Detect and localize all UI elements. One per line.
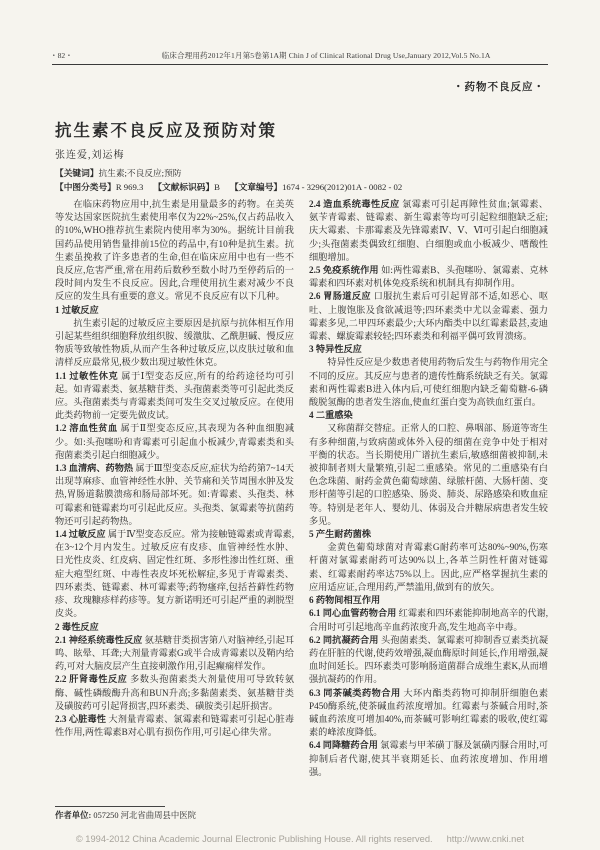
- paragraph: 抗生素引起的过敏反应主要原因是抗原与抗体相互作用引起某些组织细胞释放组织胺、缓激肽、乙酰胆碱、慢反应物质等致敏性物质,从而产生各种过敏反应,以皮肤过敏和血清样反应最常见,极少数出现过敏性休克。: [55, 317, 294, 368]
- header-rule: [52, 64, 548, 65]
- keywords-value: 抗生素;不良反应;预防: [98, 168, 182, 178]
- left-column-text: [55, 198, 294, 739]
- section-heading: 3 特异性反应: [309, 344, 362, 355]
- paragraph-lead: 6.4 同降糖药合用: [309, 740, 381, 751]
- paragraph: 1.4 过敏反应 属于Ⅳ型变态反应。常为接触链霉素或青霉素,在3~12个月内发生。过敏反应有皮疹、血管神经性水肿、日光性皮炎、红皮病、固定性红斑、多形性渗出性红斑、重症大疱型红斑、中毒性表皮坏死松解症,多见于青霉素类、四环素类、链霉素、林可霉素等;药物瘙痒,包括苔藓性药物疹、玫瑰糠疹样药疹等。复方新诺明还可引起严重的剥脱型皮炎。: [55, 529, 294, 619]
- paragraph: 6.4 同降糖药合用 氯霉素与甲苯磺丁脲及氯磺丙脲合用时,可抑制后者代谢,使其半衰期延长、血药浓度增加、作用增强。: [309, 740, 548, 777]
- paragraph-lead: 2.1 神经系统毒性反应: [55, 634, 145, 645]
- section-heading: 6 药物间相互作用: [309, 595, 381, 606]
- paragraph: 1.2 溶血性贫血 属于Ⅱ型变态反应,其表现为各种血细胞减少。如:头孢噻吩和青霉素可引起血小板减少,青霉素类和头孢菌素类引起白细胞减少。: [55, 423, 294, 460]
- paragraph-lead: 2.3 心脏毒性: [55, 713, 109, 724]
- paragraph-lead: 2.2 肝肾毒性反应: [55, 674, 131, 685]
- section-heading: 4 二重感染: [309, 410, 353, 421]
- paragraph: 2.4 造血系统毒性反应 氯霉素可引起再障性贫血;氯霉素、氨苄青霉素、链霉素、新生霉素等均可引起粒细胞缺乏症;庆大霉素、卡那霉素及先锋霉素Ⅳ、Ⅴ、Ⅵ可引起白细胞减少;头孢菌素类偶致红细胞、白细胞或血小板减少、嗜酸性细胞增加。: [309, 199, 548, 262]
- page-header: [50, 50, 550, 61]
- paragraph-lead: 1.1 过敏性休克: [55, 370, 122, 381]
- page-number: ・82・: [50, 51, 73, 60]
- paragraph: 特异性反应是少数患者使用药物后发生与药物作用完全不同的反应。其反应与患者的遗传性酶系统缺乏有关。氯霉素和两性霉素B进入体内后,可使红细胞内缺乏葡萄糖-6-磷酸脱氢酶的患者发生溶血,使血红蛋白变为高铁血红蛋白。: [309, 357, 548, 408]
- paragraph: 6.2 同抗凝药合用 头孢菌素类、氯霉素可抑制香豆素类抗凝药在肝脏的代谢,使药效增强,凝血酶原时间延长,作用增强,凝血时间延长。四环素类可影响肠道菌群合成维生素K,从而增强抗凝药的作用。: [309, 634, 548, 685]
- affiliation-label: 作者单位:: [55, 811, 92, 820]
- paragraph: 2.1 神经系统毒性反应 氨基糖苷类损害第八对脑神经,引起耳鸣、眩晕、耳聋;大剂量青霉素G或半合成青霉素以及鞘内给药,可对大脑皮层产生直接刺激作用,引起癫痫样发作。: [55, 634, 294, 672]
- author-affiliation-note: [55, 803, 294, 822]
- article-id-label: 【文章编号】: [229, 181, 283, 192]
- article-id-value: 1674 - 3296(2012)01A - 0082 - 02: [282, 181, 403, 192]
- paragraph-lead: 1.2 溶血性贫血: [55, 423, 121, 434]
- footnote-rule: [55, 806, 165, 807]
- section-column-tag: ・药物不良反应・: [453, 82, 545, 93]
- paragraph-lead: 6.1 同心血管药物合用: [309, 608, 399, 619]
- keywords-line: [55, 167, 548, 181]
- doc-code-value: B: [214, 181, 220, 192]
- right-column-text: [309, 198, 548, 779]
- clc-value: R 969.3: [115, 181, 144, 192]
- paragraph: 1.3 血清病、药物热 属于Ⅲ型变态反应,症状为给药第7~14天出现荨麻疹、血管神经性水肿、关节痛和关节周围水肿及发热,胃肠道黏膜溃疡和肠局部坏死。如:青霉素、头孢类、林可霉素和链霉素均可引起此反应。头孢类、氯霉素等抗菌药物还可引起药物热。: [55, 463, 294, 526]
- paragraph: 又称菌群交替症。正常人的口腔、鼻咽部、肠道等寄生有多种细菌,与致病菌或体外入侵的细菌在竞争中处于相对平衡的状态。当长期使用广谱抗生素后,敏感细菌被抑制,未被抑制者则大量繁殖,引起二重感染。常见的二重感染有白色念珠菌、耐药金黄色葡萄球菌、绿脓杆菌、大肠杆菌、变形杆菌等引起的口腔感染、肠炎、肺炎、尿路感染和败血症等。特别是老年人、婴幼儿、体弱及合并糖尿病患者发生较多见。: [309, 423, 548, 526]
- copyright-text: © 1994-2012 China Academic Journal Electronic Publishing House. All rights reserved.: [75, 834, 433, 844]
- affiliation-value: 057250 河北省曲周县中医院: [93, 811, 196, 820]
- paragraph-lead: 2.4 造血系统毒性反应: [309, 199, 403, 209]
- keywords-label: 【关键词】: [55, 168, 99, 178]
- paragraph-lead: 1.4 过敏反应: [55, 529, 108, 540]
- right-column: [309, 198, 548, 822]
- article-meta: [55, 167, 548, 194]
- paragraph: 金黄色葡萄球菌对青霉素G耐药率可达80%~90%,伤寒杆菌对氯霉素耐药可达90%以上,各革兰阴性杆菌对链霉素、红霉素耐药率达75%以上。因此,应严格掌握抗生素的应用适应证,合理用药,严禁滥用,做到有的放矢。: [309, 542, 548, 592]
- paragraph: 2.3 心脏毒性 大剂量青霉素、氯霉素和链霉素可引起心脏毒性作用,两性霉素B对心肌有损伤作用,可引起心律失常。: [55, 713, 294, 738]
- left-column: [55, 198, 294, 822]
- page-footer: [0, 834, 600, 844]
- doc-code-label: 【文献标识码】: [153, 181, 215, 192]
- paragraph-lead: 1.3 血清病、药物热: [55, 463, 136, 474]
- cnki-url: http://www.cnki.net: [446, 834, 525, 844]
- paragraph: 2.6 胃肠道反应 口服抗生素后可引起胃部不适,如恶心、呕吐、上腹饱胀及食欲减退等;四环素类中尤以金霉素、强力霉素多见,二甲四环素最少;大环内酯类中以红霉素最甚,麦迪霉素、螺旋霉素较轻;四环素类和利福平偶可致胃溃疡。: [309, 291, 548, 342]
- article-authors: 张连爱,刘运梅: [55, 150, 125, 161]
- classification-line: [55, 181, 548, 195]
- paragraph-lead: 2.6 胃肠道反应: [309, 291, 374, 302]
- article-title: 抗生素不良反应及预防对策: [55, 121, 277, 141]
- paragraph: 2.2 肝肾毒性反应 多数头孢菌素类大剂量使用可导致转氨酶、碱性磷酸酶升高和BUN升高;多黏菌素类、氨基糖苷类及磺胺药可引起肾损害,四环素类、磺胺类引起肝损害。: [55, 674, 294, 711]
- paragraph: 6.1 同心血管药物合用 红霉素和四环素能抑制地高辛的代谢,合用时可引起地高辛血药浓度升高,发生地高辛中毒。: [309, 608, 548, 632]
- article-body: [55, 198, 548, 822]
- journal-header-line: 临床合理用药2012年1月第5卷第1A期 Chin J of Clinical Rational Drug Use,January 2012,Vol.5 No.1A: [161, 51, 491, 60]
- paragraph-lead: 6.2 同抗凝药合用: [309, 634, 381, 645]
- section-heading: 1 过敏反应: [55, 304, 99, 315]
- section-heading: 5 产生耐药菌株: [309, 529, 372, 540]
- clc-label: 【中图分类号】: [55, 181, 116, 192]
- paragraph: 6.3 同茶碱类药物合用 大环内酯类药物可抑制肝细胞色素P450酶系统,使茶碱血药浓度增加。红霉素与茶碱合用时,茶碱血药浓度可增加40%,而茶碱可影响红霉素的吸收,使红霉素的峰浓度降低。: [309, 687, 548, 738]
- paragraph: 1.1 过敏性休克 属于Ⅰ型变态反应,所有的给药途径均可引起。如青霉素类、氨基糖苷类、头孢菌素类等可引起此类反应。头孢菌素类与青霉素类间可发生交叉过敏反应。在使用此类药物前一定要先做皮试。: [55, 370, 294, 421]
- section-heading: 2 毒性反应: [55, 621, 99, 632]
- paragraph-lead: 2.5 免疫系统作用: [309, 265, 382, 276]
- paragraph: 在临床药物应用中,抗生素是用量最多的药物。在美英等发达国家医院抗生素使用率仅为22%~25%,仅占药品收入的10%,WHO推荐抗生素院内使用率为30%。据统计目前我国药品使用销售量排前15位的药品中,有10种是抗生素。抗生素虽挽救了许多患者的生命,但在临床应用中也有一些不良反应,危害严重,常在用药后数秒至数小时乃至停药后的一段时间内发生不良反应。因此,合理使用抗生素对减少不良反应的发生具有重要的意义。常见不良反应有以下几种。: [55, 199, 294, 302]
- paragraph: 2.5 免疫系统作用 如:两性霉素B、头孢噻吩、氯霉素、克林霉素和四环素对机体免疫系统和机制具有抑制作用。: [309, 265, 548, 289]
- paragraph-lead: 6.3 同茶碱类药物合用: [309, 687, 404, 698]
